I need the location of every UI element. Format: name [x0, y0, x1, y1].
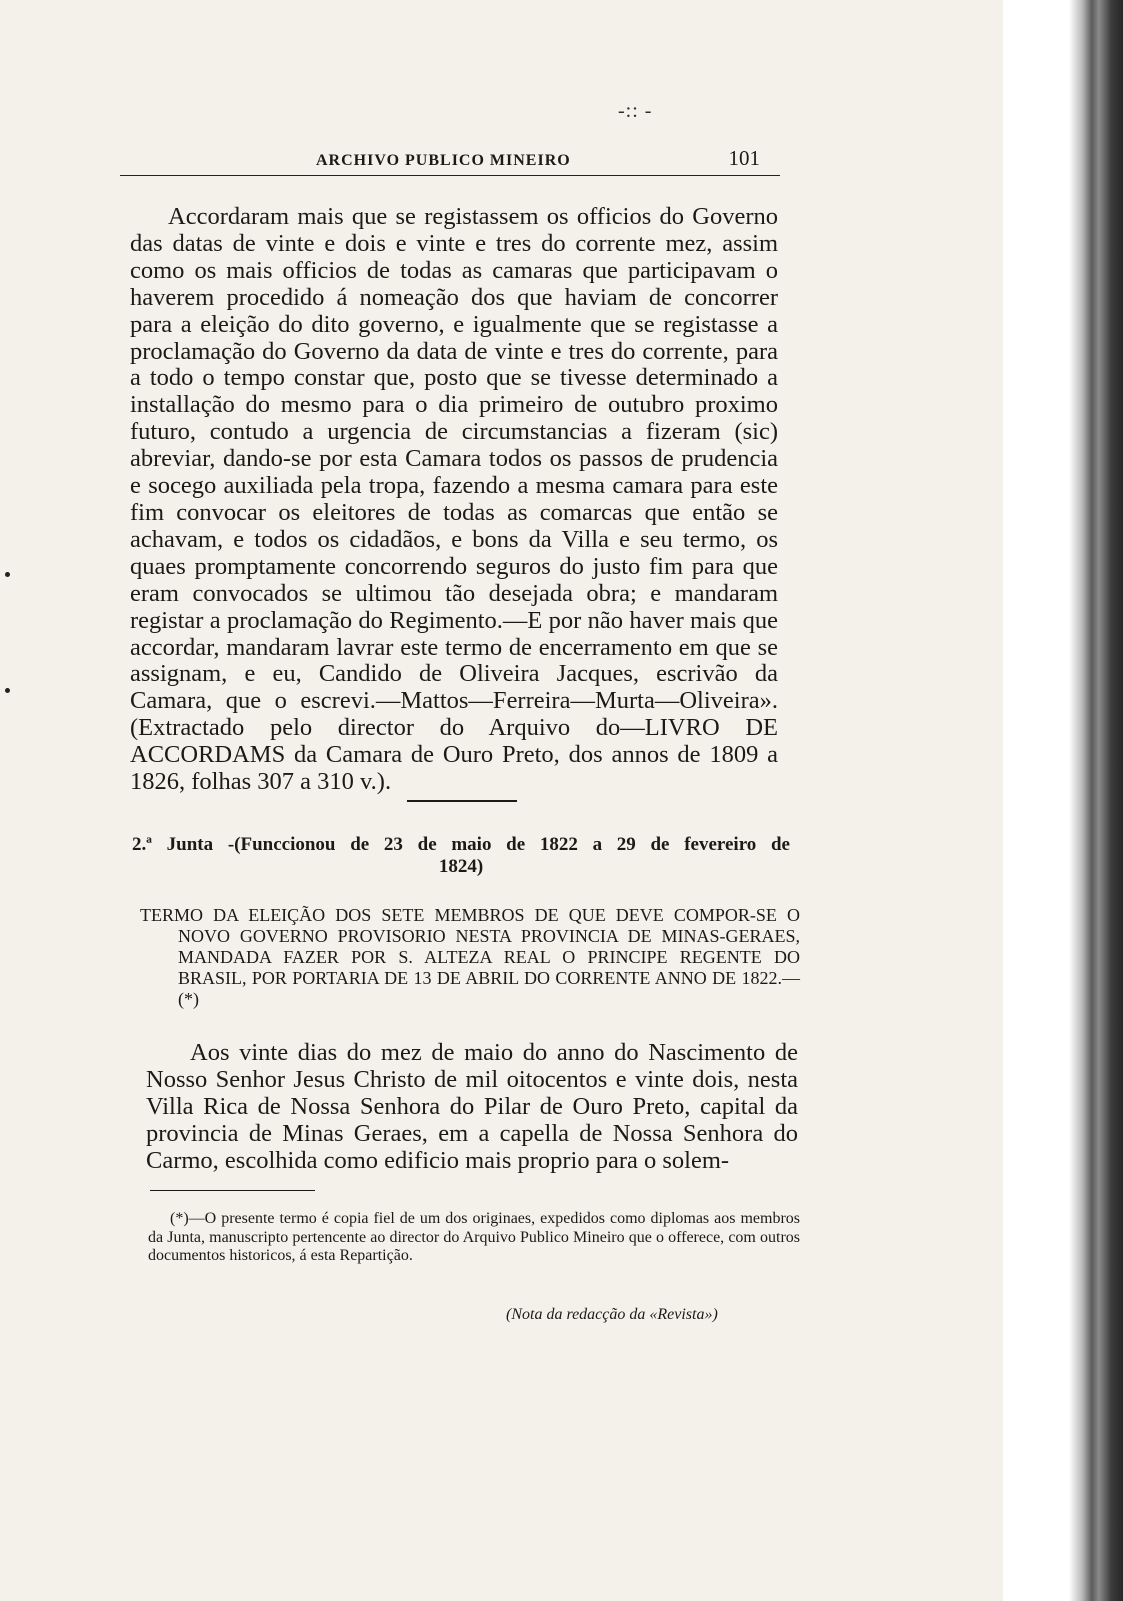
footnote-rule — [150, 1190, 315, 1191]
header-rule — [120, 175, 780, 176]
term-heading: TERMO DA ELEIÇÃO DOS SETE MEMBROS DE QUE DEVE COMPOR-SE O NOVO GOVERNO PROVISORIO NESTA PROVINCIA DE MINAS-GERAES, MANDADA FAZER POR S. ALTEZA REAL O PRINCIPE REGENTE DO BRASIL, POR PORTARIA DE 13 DE ABRIL DO CORRENTE ANNO DE 1822.—(*) — [140, 905, 800, 1009]
book-spine-shadow — [1003, 0, 1123, 1601]
section-heading-year: 1824) — [438, 856, 484, 877]
footnote-credit: (Nota da redacção da «Revista») — [506, 1306, 718, 1323]
page-number: 101 — [728, 146, 760, 170]
section-heading — [132, 834, 790, 878]
footnote: (*)—O presente termo é copia fiel de um dos originaes, expedidos como diplomas aos membros da Junta, manuscripto pertencente ao director do Arquivo Publico Mineiro que o offerece, com outros documentos historicos, á esta Repartição. — [148, 1210, 800, 1264]
paragraph-accordaram: Accordaram mais que se registassem os officios do Governo das datas de vinte e dois e vinte e tres do corrente mez, assim como os mais officios de todas as camaras que participavam o haverem procedido á nomeação dos que haviam de concorrer para a eleição do dito governo, e igualmente que se registasse a proclamação do Governo da data de vinte e tres do corrente, para a todo o tempo constar que, posto que se tivesse determinado a installação do mesmo para o dia primeiro de outubro proximo futuro, contudo a urgencia de circumstancias a fizeram (sic) abreviar, dando-se por esta Camara todos os passos de prudencia e socego auxiliada pela tropa, fazendo a mesma camara para este fim convocar os eleitores de todas as comarcas que então se achavam, e todos os cidadãos, e bons da Villa e seu termo, os quaes promptamente concorrendo seguros do justo fim para que eram convocados se ultimou tão desejada obra; e mandaram registar a proclamação do Regimento.—E por não haver mais que accordar, mandaram lavrar este termo de encerramento em que se assignam, e eu, Candido de Oliveira Jacques, escrivão da Camara, que o escrevi.—Mattos—Ferreira—Murta—Oliveira». (Extractado pelo director do Arquivo do—LIVRO DE ACCORDAMS da Camara de Ouro Preto, dos annos de 1809 a 1826, folhas 307 a 310 v.). — [130, 203, 778, 796]
section-separator — [407, 800, 517, 802]
top-mark: -:: - — [618, 100, 653, 122]
margin-mark — [5, 688, 10, 693]
section-heading-line: 2.ª Junta -(Funccionou de 23 de maio de 1822 a 29 de fevereiro de — [132, 834, 790, 855]
page-header — [120, 140, 780, 176]
margin-mark — [5, 572, 10, 577]
paragraph-aos-vinte-dias: Aos vinte dias do mez de maio do anno do Nascimento de Nosso Senhor Jesus Christo de mil oitocentos e vinte dois, nesta Villa Rica de Nossa Senhora do Pilar de Ouro Preto, capital da provincia de Minas Geraes, em a capella de Nossa Senhora do Carmo, escolhida como edificio mais proprio para o solem- — [146, 1039, 798, 1174]
running-title: ARCHIVO PUBLICO MINEIRO — [316, 152, 571, 169]
